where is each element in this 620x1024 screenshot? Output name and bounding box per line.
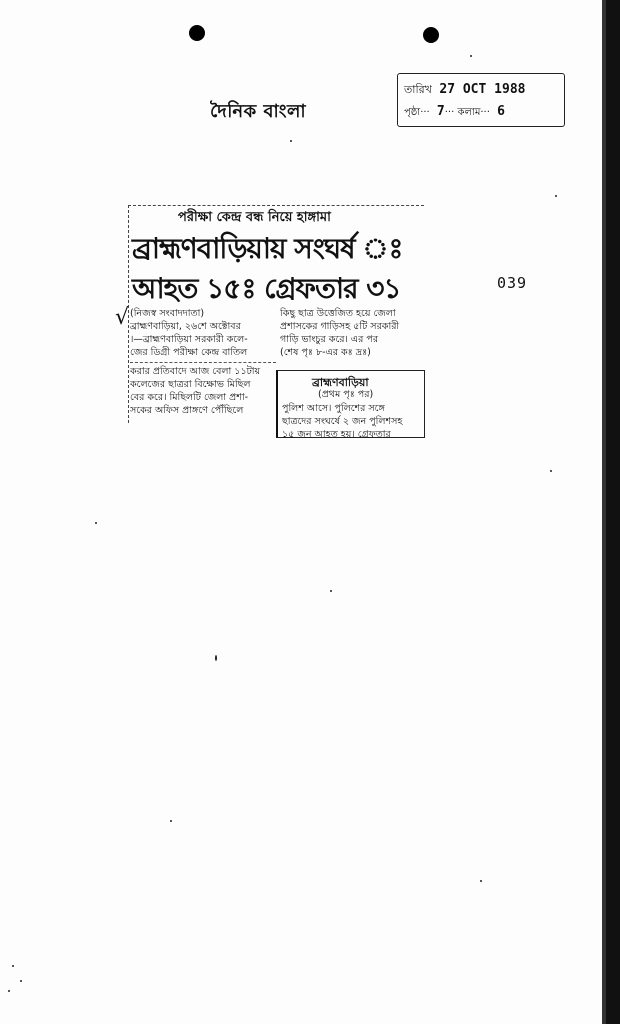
scan-speck (330, 590, 332, 592)
scan-speck (20, 980, 22, 982)
article-line: করার প্রতিবাদে আজ বেলা ১১টায় (130, 366, 261, 377)
continuation-box (276, 370, 425, 438)
newspaper-clipping (128, 205, 424, 440)
stamp-date-label: তারিখ (404, 83, 432, 96)
article-line: প্রশাসকের গাড়িসহ ৫টি সরকারী (280, 321, 400, 332)
scan-speck (170, 820, 172, 822)
stamp-page-row: পৃষ্ঠা··· 7··· কলাম··· 6 (404, 104, 505, 119)
punch-hole-left (189, 25, 205, 41)
scan-speck (215, 655, 217, 661)
stamp-column-label: কলাম (457, 107, 481, 118)
clip-edge-top (128, 205, 424, 207)
stamp-page-label: পৃষ্ঠা (404, 107, 421, 118)
article-line: ব্রাহ্মণবাড়িয়া, ২৬শে অক্টোবর (130, 321, 241, 332)
article-column-1 (130, 307, 276, 359)
article-line: ছাত্রদের সংঘর্ষে ২ জন পুলিশসহ (282, 416, 403, 427)
article-line: ১৫ জন আহত হয়। গ্রেফতার (282, 429, 391, 440)
article-line: কিছু ছাত্র উত্তেজিত হয়ে জেলা (280, 308, 396, 319)
punch-hole-right (423, 27, 439, 43)
article-line: কলেজের ছাত্ররা বিক্ষোভ মিছিল (130, 379, 251, 390)
stamp-column-value: 6 (497, 104, 505, 119)
article-headline-line2: আহত ১৫ঃ গ্রেফতার ৩১ (132, 272, 401, 305)
scan-speck (290, 140, 292, 142)
article-line: জের ডিগ্রী পরীক্ষা কেন্দ্র বাতিল (130, 347, 248, 358)
article-line: (শেষ পৃঃ ৮-এর কঃ দ্রঃ) (280, 347, 371, 358)
newspaper-name: দৈনিক বাংলা (210, 101, 307, 122)
article-line: গাড়ি ভাংচুর করে। এর পর (280, 334, 379, 345)
article-line: বের করে। মিছিলটি জেলা প্রশা- (130, 392, 249, 403)
check-mark: √ (115, 305, 130, 330)
stamp-date-value: 27 OCT 1988 (439, 82, 526, 97)
date-stamp (397, 73, 565, 127)
scan-speck (480, 880, 482, 882)
article-headline-line1: ব্রাহ্মণবাড়িয়ায় সংঘর্ষ ঃ (132, 232, 403, 265)
scan-speck (470, 55, 472, 57)
scan-speck (550, 470, 552, 472)
article-line: ।—ব্রাহ্মণবাড়িয়া সরকারী কলে- (130, 334, 248, 345)
scan-speck (8, 990, 10, 992)
continuation-subtitle: (প্রথম পৃঃ পর) (318, 389, 374, 400)
article-column-2 (280, 307, 424, 359)
article-line: পুলিশ আসে। পুলিশের সঙ্গে (282, 403, 385, 414)
stamp-page-value: 7 (436, 104, 445, 119)
page-number: 039 (497, 274, 528, 292)
page-edge (606, 0, 620, 1024)
article-line: (নিজস্ব সংবাদদাতা) (130, 308, 205, 319)
scan-speck (12, 965, 14, 967)
scan-speck (95, 522, 97, 524)
scan-speck (555, 195, 557, 197)
article-kicker: পরীক্ষা কেন্দ্র বন্ধ নিয়ে হাঙ্গামা (178, 210, 331, 225)
article-line: সকের অফিস প্রাঙ্গণে পৌঁছিলে (130, 405, 244, 416)
continuation-title: ব্রাহ্মণবাড়িয়া (312, 376, 369, 389)
stamp-date-row (404, 81, 525, 100)
continuation-body (282, 402, 402, 441)
article-column-1b (130, 362, 276, 417)
